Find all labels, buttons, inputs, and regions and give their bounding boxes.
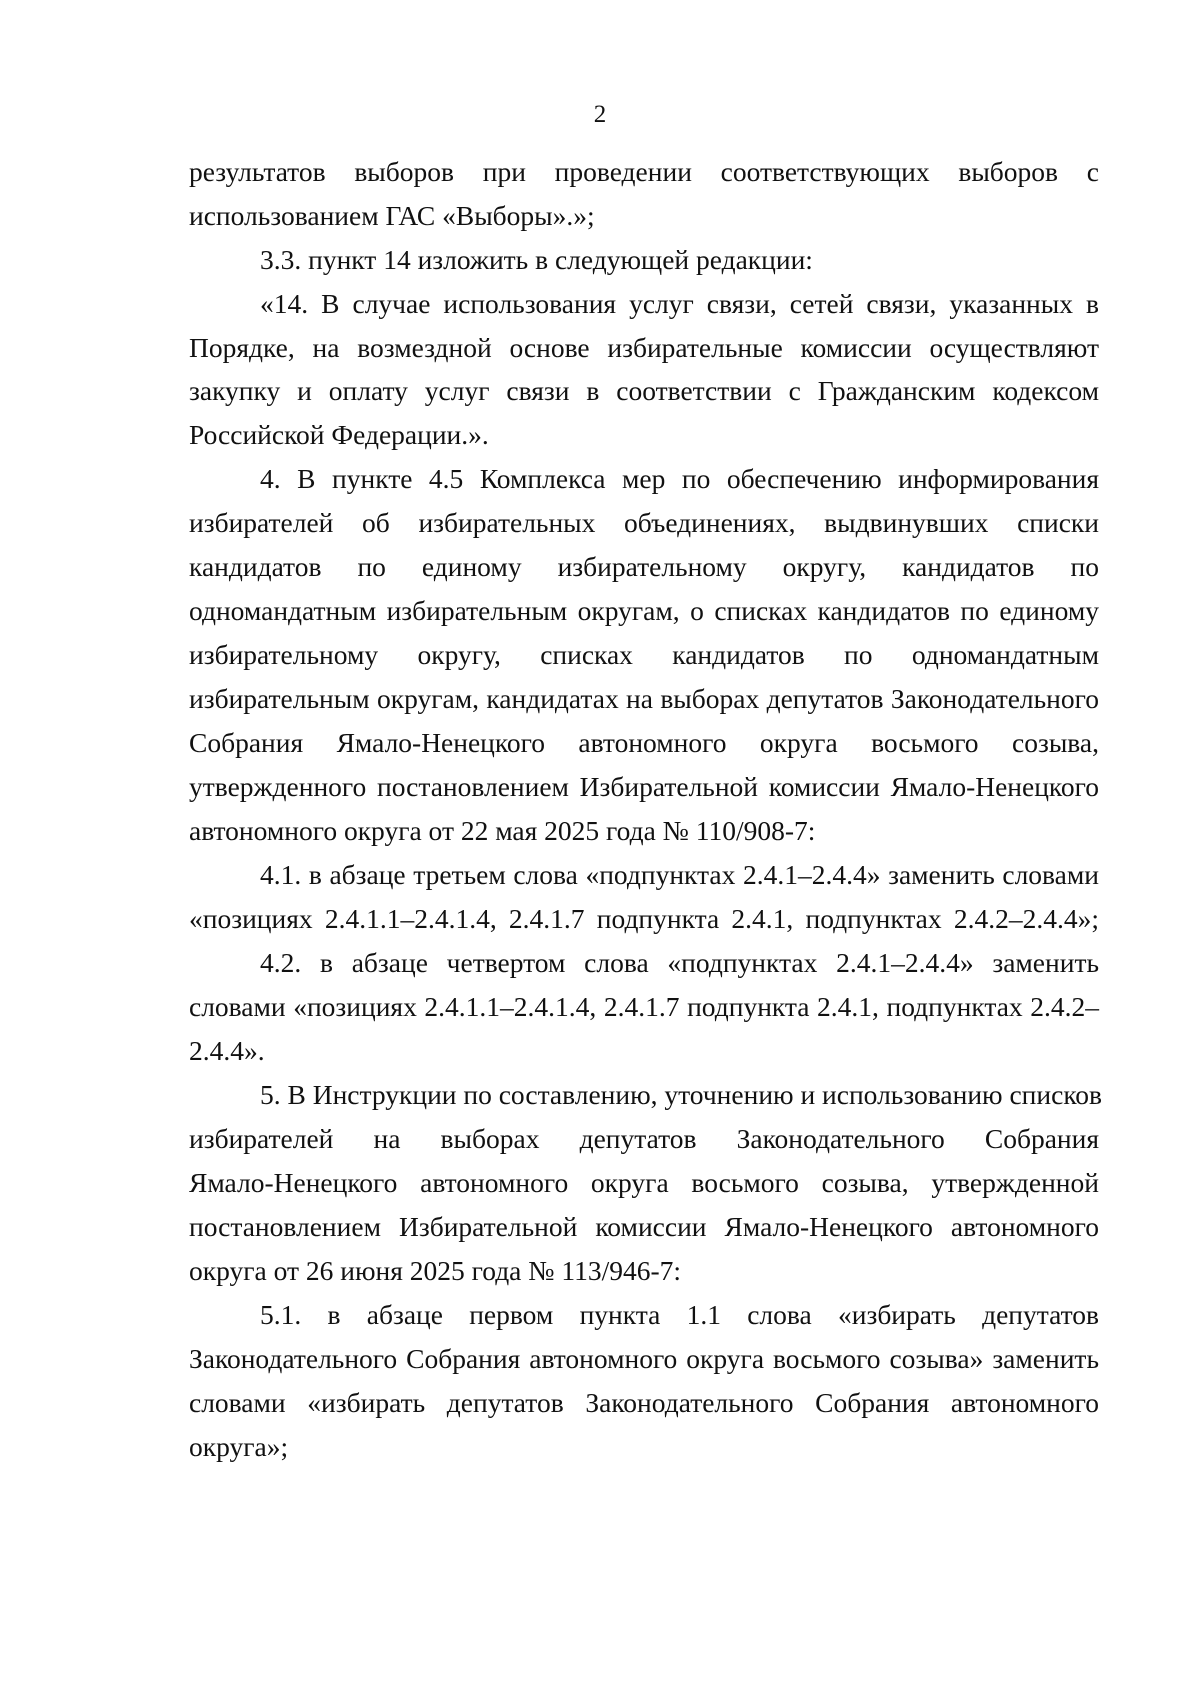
text-line: Ямало-Ненецкого автономного округа восьмого созыва, утвержденной: [189, 1167, 1099, 1198]
text-line: Порядке, на возмездной основе избирательные комиссии осуществляют: [189, 332, 1099, 363]
text-line: 3.3. пункт 14 изложить в следующей редакции:: [260, 244, 813, 275]
text-line: использованием ГАС «Выборы».»;: [189, 200, 595, 231]
text-line: «14. В случае использования услуг связи, сетей связи, указанных в: [260, 288, 1099, 319]
text-line: закупку и оплату услуг связи в соответствии с Гражданским кодексом: [189, 375, 1099, 406]
text-line: округа от 26 июня 2025 года № 113/946-7:: [189, 1255, 682, 1286]
text-line: утвержденного постановлением Избирательной комиссии Ямало-Ненецкого: [189, 771, 1099, 802]
text-line: Российской Федерации.».: [189, 419, 489, 450]
text-line: 4.2. в абзаце четвертом слова «подпунктах 2.4.1–2.4.4» заменить: [260, 947, 1099, 978]
text-line: округа»;: [189, 1431, 289, 1462]
text-line: Собрания Ямало-Ненецкого автономного округа восьмого созыва,: [189, 727, 1099, 758]
text-line: избирателей на выборах депутатов Законодательного Собрания: [189, 1123, 1099, 1154]
text-line: избирателей об избирательных объединениях, выдвинувших списки: [189, 507, 1099, 538]
text-line: 5. В Инструкции по составлению, уточнению и использованию списков: [260, 1079, 1103, 1110]
text-line: Законодательного Собрания автономного округа восьмого созыва» заменить: [189, 1343, 1099, 1374]
text-line: 4.1. в абзаце третьем слова «подпунктах 2.4.1–2.4.4» заменить словами: [260, 859, 1099, 890]
page-number: 2: [593, 101, 607, 128]
text-line: одномандатным избирательным округам, о списках кандидатов по единому: [189, 595, 1099, 626]
text-line: результатов выборов при проведении соответствующих выборов с: [189, 156, 1099, 187]
text-line: постановлением Избирательной комиссии Ямало-Ненецкого автономного: [189, 1211, 1099, 1242]
text-line: избирательным округам, кандидатах на выборах депутатов Законодательного: [189, 683, 1099, 714]
text-line: словами «позициях 2.4.1.1–2.4.1.4, 2.4.1.7 подпункта 2.4.1, подпунктах 2.4.2–: [189, 991, 1099, 1022]
text-line: «позициях 2.4.1.1–2.4.1.4, 2.4.1.7 подпункта 2.4.1, подпунктах 2.4.2–2.4.4»;: [189, 903, 1099, 934]
text-line: 5.1. в абзаце первом пункта 1.1 слова «избирать депутатов: [260, 1299, 1099, 1330]
text-line: словами «избирать депутатов Законодательного Собрания автономного: [189, 1387, 1099, 1418]
text-line: кандидатов по единому избирательному округу, кандидатов по: [189, 551, 1099, 582]
text-line: автономного округа от 22 мая 2025 года № 110/908-7:: [189, 815, 816, 846]
text-line: 2.4.4».: [189, 1035, 265, 1066]
text-line: избирательному округу, списках кандидатов по одномандатным: [189, 639, 1099, 670]
text-line: 4. В пункте 4.5 Комплекса мер по обеспечению информирования: [260, 463, 1099, 494]
